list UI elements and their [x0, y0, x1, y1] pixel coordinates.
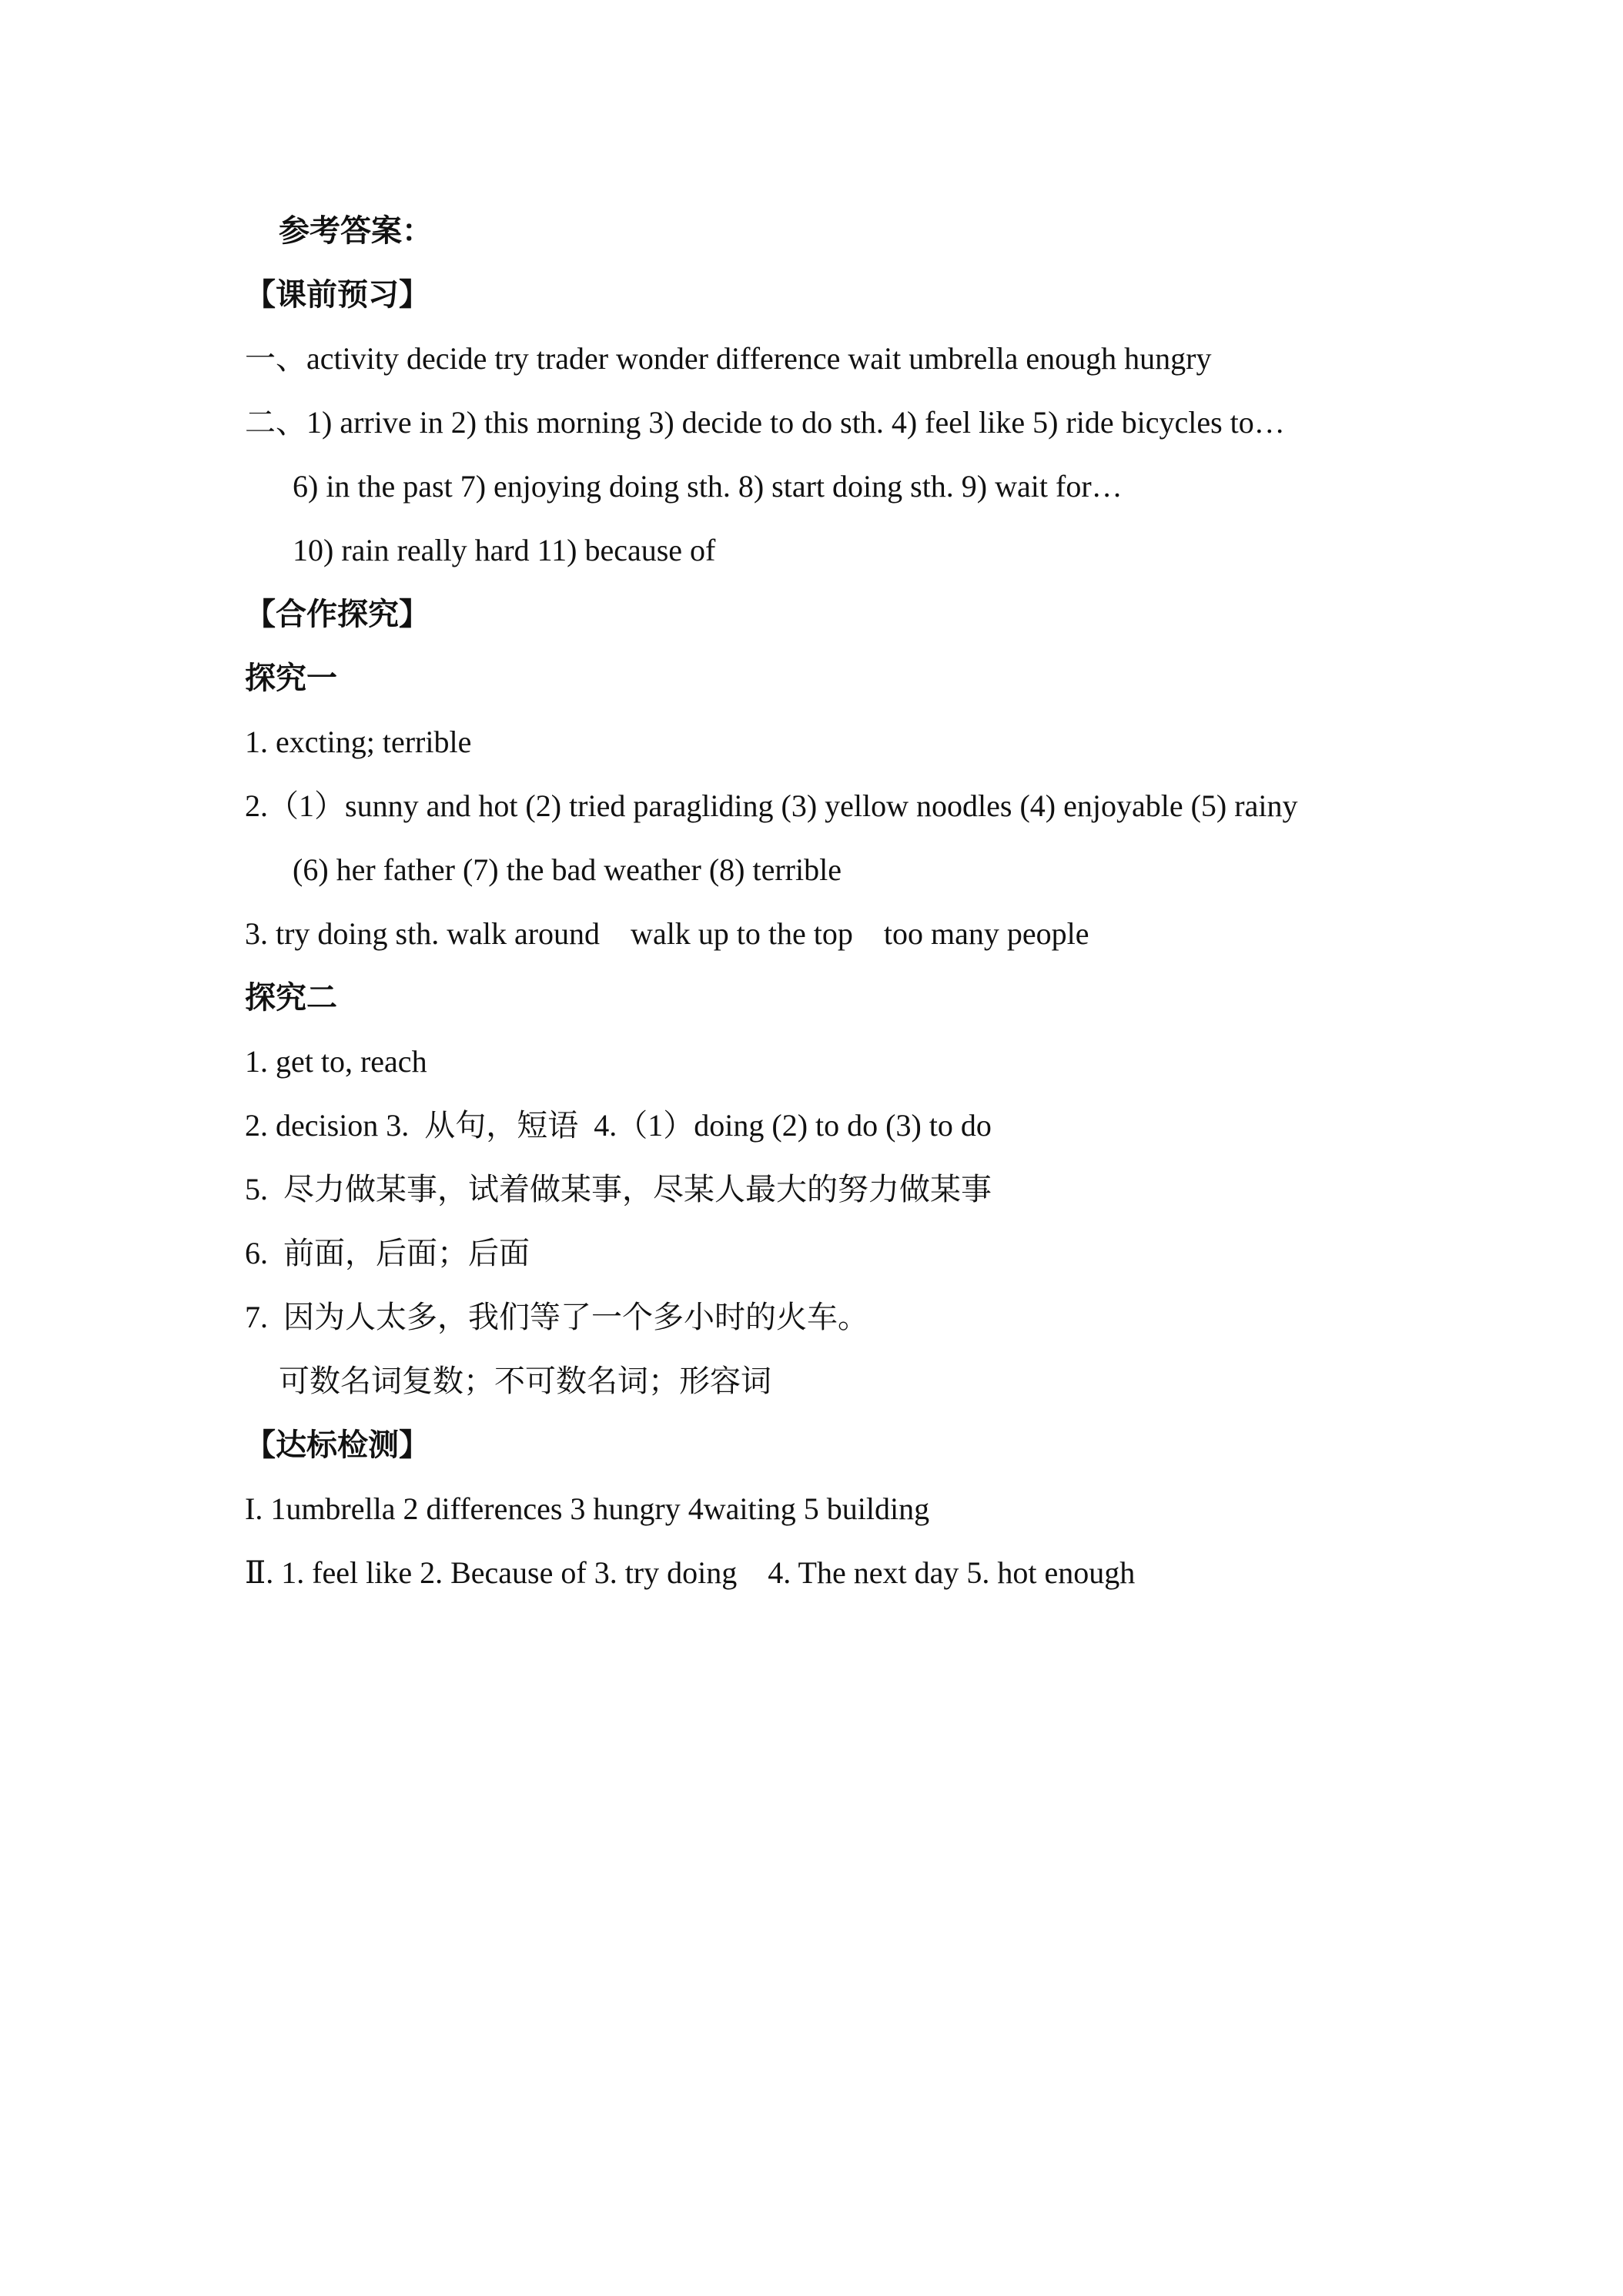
- answer-line: 二、1) arrive in 2) this morning 3) decide to do sth. 4) feel like 5) ride bicycles to…: [245, 405, 1285, 440]
- answer-line: 3. try doing sth. walk around walk up to the top too many people: [245, 916, 1089, 951]
- section-heading-preview: 【课前预习】: [245, 277, 430, 312]
- page-title: 参考答案：: [279, 213, 433, 248]
- answer-line: 1. get to, reach: [245, 1044, 427, 1079]
- answer-line: 5. 尽力做某事，试着做某事，尽某人最大的努力做某事: [245, 1172, 992, 1207]
- section-heading-cooperation: 【合作探究】: [245, 597, 430, 631]
- answer-line: I. 1umbrella 2 differences 3 hungry 4waiting 5 building: [245, 1491, 930, 1526]
- answer-line: 2. decision 3. 从句，短语 4.（1）doing (2) to do (3) to do: [245, 1108, 992, 1143]
- answer-line: 1. excting; terrible: [245, 725, 472, 759]
- answer-line: 10) rain really hard 11) because of: [293, 533, 716, 567]
- answer-line: 可数名词复数；不可数名词；形容词: [279, 1364, 771, 1398]
- subsection-heading: 探究二: [245, 980, 337, 1015]
- answer-line: 2.（1）sunny and hot (2) tried paragliding (3) yellow noodles (4) enjoyable (5) rainy: [245, 788, 1298, 823]
- subsection-heading: 探究一: [245, 661, 337, 695]
- answer-line: 6) in the past 7) enjoying doing sth. 8) start doing sth. 9) wait for…: [293, 469, 1123, 504]
- answer-line: Ⅱ. 1. feel like 2. Because of 3. try doing 4. The next day 5. hot enough: [245, 1555, 1136, 1590]
- answer-line: 7. 因为人太多，我们等了一个多小时的火车。: [245, 1300, 868, 1334]
- answer-line: 6. 前面，后面；后面: [245, 1236, 530, 1270]
- answer-line: 一、activity decide try trader wonder difference wait umbrella enough hungry: [245, 341, 1212, 376]
- answer-line: (6) her father (7) the bad weather (8) terrible: [293, 852, 842, 887]
- section-heading-test: 【达标检测】: [245, 1427, 430, 1462]
